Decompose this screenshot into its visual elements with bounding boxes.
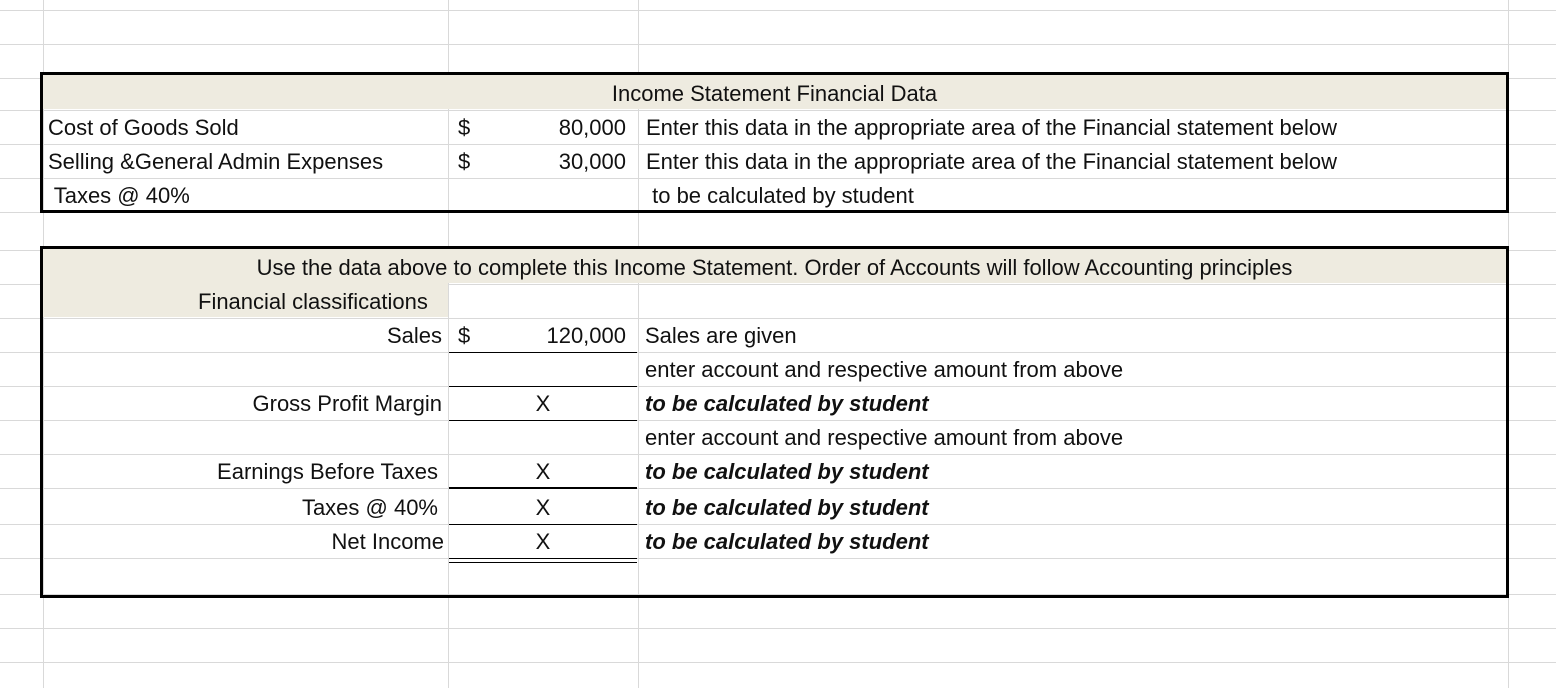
statement-row-note: to be calculated by student [645,391,929,416]
info-row-label[interactable]: Selling &General Admin Expenses [48,149,384,174]
statement-row-label[interactable]: Taxes @ 40% [301,495,438,520]
statement-row-amount[interactable]: 120,000 [546,323,626,348]
double-underline-top [449,558,637,559]
info-row-note: to be calculated by student [646,183,914,208]
info-row-amount[interactable]: 30,000 [558,149,626,174]
statement-row-label[interactable]: Earnings Before Taxes [217,459,438,484]
currency-symbol: $ [458,323,471,348]
statement-row-amount[interactable]: X [535,495,551,520]
currency-symbol: $ [458,115,471,140]
statement-row-amount[interactable]: X [535,529,551,554]
statement-instruction: Use the data above to complete this Income Statement. Order of Accounts will follow Accounting principles [256,255,1293,280]
double-underline-bottom [449,562,637,563]
amount-underline [449,420,637,421]
info-row-amount[interactable]: 80,000 [558,115,626,140]
info-row-note: Enter this data in the appropriate area of the Financial statement below [646,115,1337,140]
amount-underline [449,386,637,387]
row-divider [0,662,1556,663]
amount-underline [449,524,637,525]
info-row-label[interactable]: Taxes @ 40% [48,183,190,208]
statement-row-note: to be calculated by student [645,529,929,554]
statement-row-note: to be calculated by student [645,459,929,484]
info-row-note: Enter this data in the appropriate area of the Financial statement below [646,149,1337,174]
classifications-header: Financial classifications [198,289,428,314]
row-divider [0,44,1556,45]
statement-row-amount[interactable]: X [535,391,551,416]
row-divider [0,10,1556,11]
statement-row-note: Sales are given [645,323,797,348]
info-table-title: Income Statement Financial Data [611,81,938,106]
statement-row-label[interactable]: Sales [386,323,442,348]
statement-row-note: enter account and respective amount from above [645,357,1124,382]
row-divider [0,628,1556,629]
amount-underline [449,487,637,489]
currency-symbol: $ [458,149,471,174]
amount-underline [449,352,637,353]
statement-row-label[interactable]: Net Income [331,529,444,554]
statement-row-label[interactable]: Gross Profit Margin [252,391,442,416]
info-row-label[interactable]: Cost of Goods Sold [48,115,239,140]
statement-row-note: to be calculated by student [645,495,929,520]
statement-row-amount[interactable]: X [535,459,551,484]
statement-row-note: enter account and respective amount from above [645,425,1124,450]
